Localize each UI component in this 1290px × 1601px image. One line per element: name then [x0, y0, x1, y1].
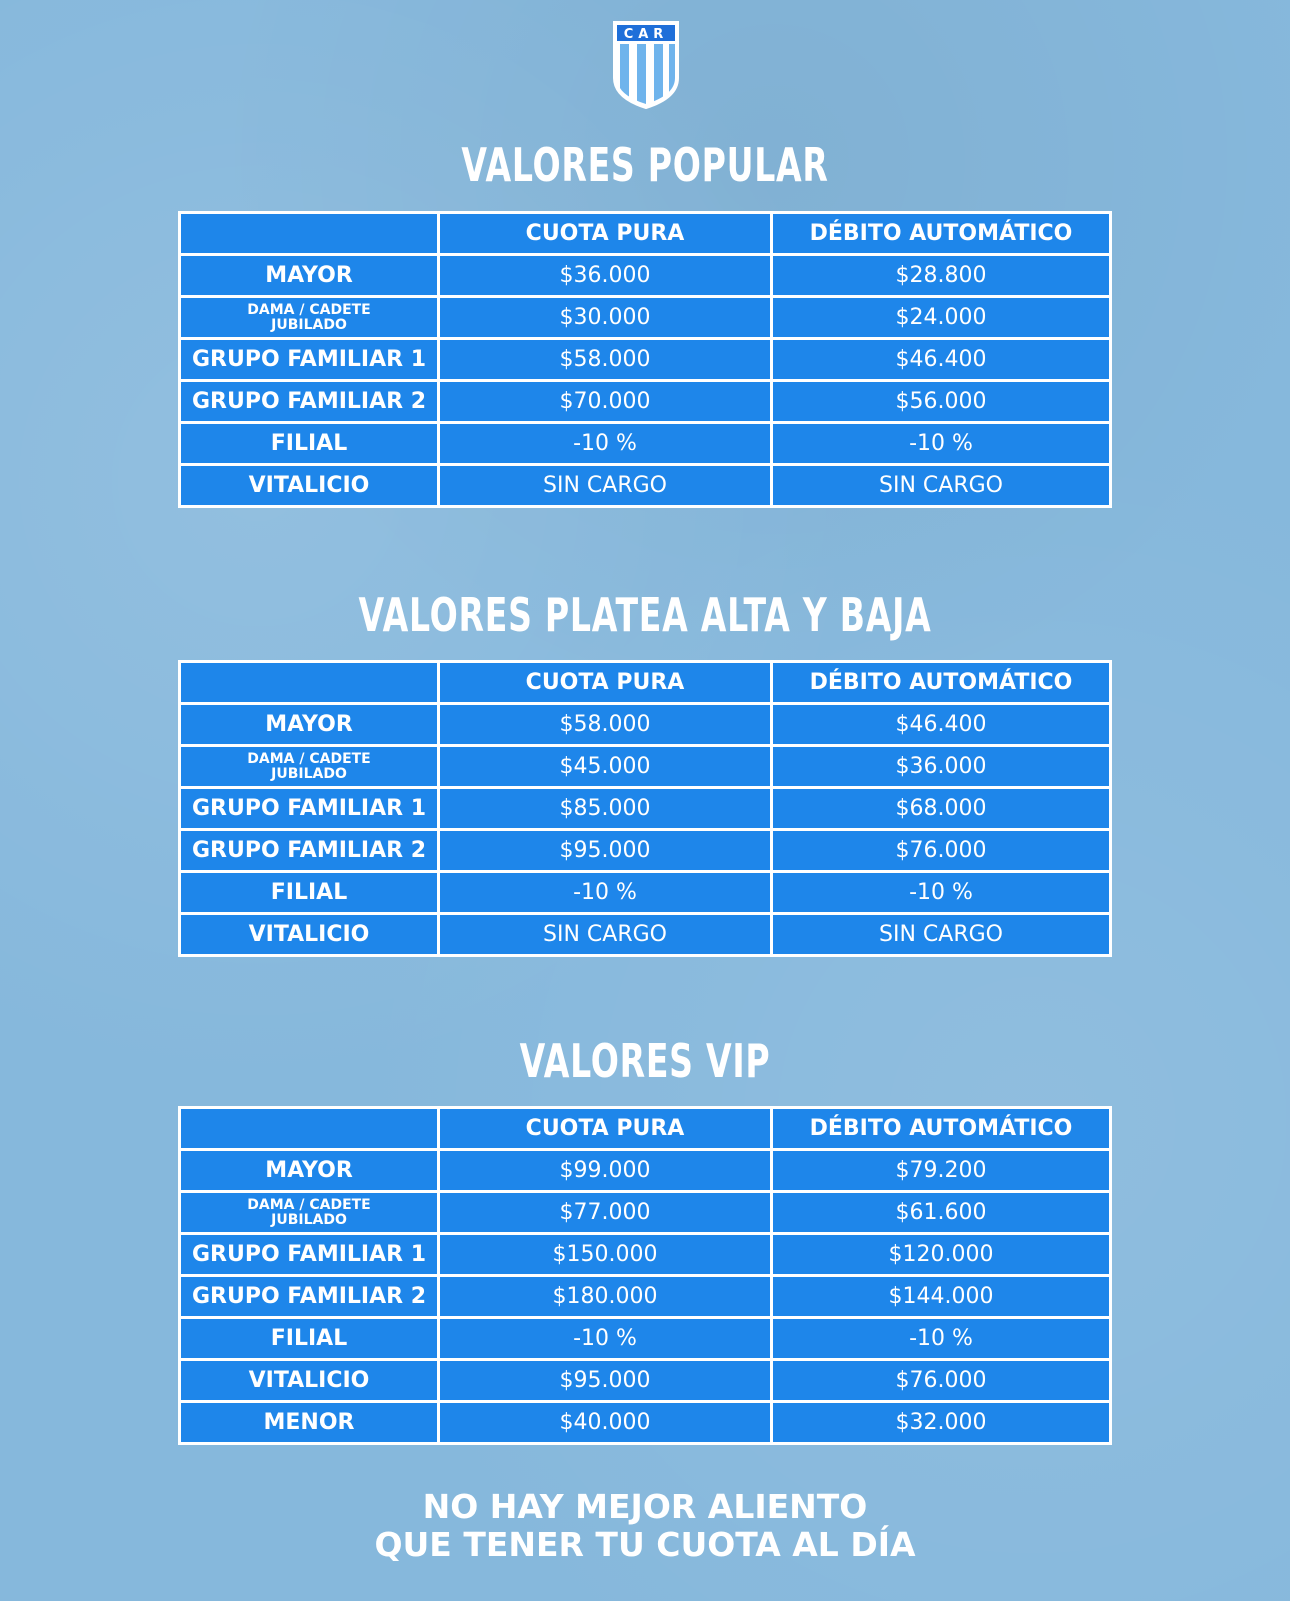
row-label: FILIAL [181, 424, 440, 463]
footer-slogan [0, 1488, 1290, 1564]
header-empty-cell [181, 663, 440, 702]
row-label [181, 747, 440, 786]
table-row [181, 747, 1109, 789]
table-row [181, 1277, 1109, 1319]
debito-value: $56.000 [895, 389, 987, 414]
debito-value: $68.000 [895, 796, 987, 821]
cuota-pura-value: -10 % [440, 873, 773, 912]
header-cuota-pura: CUOTA PURA [440, 214, 773, 253]
debito-value: $46.400 [895, 712, 987, 737]
cuota-pura-value: $70.000 [440, 382, 773, 421]
section-title-popular: VALORES POPULAR [461, 138, 829, 192]
cuota-pura-value: SIN CARGO [440, 915, 773, 954]
table-row [181, 1403, 1109, 1442]
cuota-pura-value: $95.000 [440, 1361, 773, 1400]
table-row [181, 873, 1109, 915]
row-label: GRUPO FAMILIAR 2 [181, 382, 440, 421]
section-title-platea: VALORES PLATEA ALTA Y BAJA [358, 588, 932, 642]
row-label-line2: JUBILADO [271, 1211, 347, 1228]
debito-value: $24.000 [895, 305, 987, 330]
table-row [181, 466, 1109, 505]
footer-line-1: NO HAY MEJOR ALIENTO [422, 1487, 868, 1526]
cuota-pura-value: $36.000 [440, 256, 773, 295]
debito-value: $28.800 [895, 263, 987, 288]
table-header-row [181, 663, 1109, 705]
debito-value: $32.000 [895, 1410, 987, 1435]
cuota-pura-value: $77.000 [440, 1193, 773, 1232]
table-vip [178, 1106, 1112, 1445]
cuota-pura-value: $40.000 [440, 1403, 773, 1442]
row-label: MENOR [181, 1403, 440, 1442]
table-row [181, 915, 1109, 954]
debito-value: $36.000 [895, 754, 987, 779]
header-debito-automatico: DÉBITO AUTOMÁTICO [809, 670, 1073, 695]
cuota-pura-value: $58.000 [440, 705, 773, 744]
row-label: GRUPO FAMILIAR 2 [181, 1277, 440, 1316]
header-debito-automatico: DÉBITO AUTOMÁTICO [809, 221, 1073, 246]
row-label [181, 298, 440, 337]
row-label: GRUPO FAMILIAR 1 [181, 1235, 440, 1274]
row-label: GRUPO FAMILIAR 1 [181, 789, 440, 828]
section-title-vip: VALORES VIP [519, 1034, 771, 1088]
row-label: GRUPO FAMILIAR 1 [181, 340, 440, 379]
row-label-line2: JUBILADO [271, 765, 347, 782]
table-row [181, 789, 1109, 831]
debito-value: SIN CARGO [879, 922, 1003, 947]
table-row [181, 1361, 1109, 1403]
table-platea [178, 660, 1112, 957]
debito-value: $61.600 [895, 1200, 987, 1225]
row-label: FILIAL [181, 873, 440, 912]
header-cuota-pura: CUOTA PURA [440, 663, 773, 702]
debito-value: $76.000 [895, 1368, 987, 1393]
club-crest-icon [611, 20, 681, 110]
row-label: MAYOR [181, 705, 440, 744]
debito-value: -10 % [909, 431, 973, 456]
debito-value: $120.000 [888, 1242, 994, 1267]
table-row [181, 424, 1109, 466]
row-label: MAYOR [181, 256, 440, 295]
debito-value: $144.000 [888, 1284, 994, 1309]
debito-value: $79.200 [895, 1158, 987, 1183]
debito-value: SIN CARGO [879, 473, 1003, 498]
table-row [181, 1151, 1109, 1193]
row-label: MAYOR [181, 1151, 440, 1190]
table-row [181, 1319, 1109, 1361]
table-popular [178, 211, 1112, 508]
row-label-line1: DAMA / CADETE [247, 301, 371, 318]
cuota-pura-value: -10 % [440, 1319, 773, 1358]
row-label [181, 1193, 440, 1232]
header-debito-automatico: DÉBITO AUTOMÁTICO [809, 1116, 1073, 1141]
cuota-pura-value: $95.000 [440, 831, 773, 870]
cuota-pura-value: $99.000 [440, 1151, 773, 1190]
header-empty-cell [181, 214, 440, 253]
table-row [181, 340, 1109, 382]
debito-value: $46.400 [895, 347, 987, 372]
row-label: VITALICIO [181, 466, 440, 505]
header-empty-cell [181, 1109, 440, 1148]
cuota-pura-value: $150.000 [440, 1235, 773, 1274]
cuota-pura-value: $58.000 [440, 340, 773, 379]
cuota-pura-value: $45.000 [440, 747, 773, 786]
cuota-pura-value: $180.000 [440, 1277, 773, 1316]
row-label: VITALICIO [181, 1361, 440, 1400]
table-row [181, 298, 1109, 340]
table-row [181, 831, 1109, 873]
cuota-pura-value: SIN CARGO [440, 466, 773, 505]
row-label: FILIAL [181, 1319, 440, 1358]
cuota-pura-value: $85.000 [440, 789, 773, 828]
debito-value: -10 % [909, 1326, 973, 1351]
table-row [181, 382, 1109, 424]
row-label-line1: DAMA / CADETE [247, 1196, 371, 1213]
debito-value: $76.000 [895, 838, 987, 863]
footer-line-2: QUE TENER TU CUOTA AL DÍA [374, 1525, 916, 1564]
cuota-pura-value: -10 % [440, 424, 773, 463]
table-row [181, 705, 1109, 747]
row-label-line2: JUBILADO [271, 316, 347, 333]
table-header-row [181, 1109, 1109, 1151]
debito-value: -10 % [909, 880, 973, 905]
table-row [181, 256, 1109, 298]
cuota-pura-value: $30.000 [440, 298, 773, 337]
row-label: VITALICIO [181, 915, 440, 954]
header-cuota-pura: CUOTA PURA [440, 1109, 773, 1148]
table-header-row [181, 214, 1109, 256]
row-label: GRUPO FAMILIAR 2 [181, 831, 440, 870]
table-row [181, 1193, 1109, 1235]
row-label-line1: DAMA / CADETE [247, 750, 371, 767]
crest-text: CAR [623, 27, 669, 42]
table-row [181, 1235, 1109, 1277]
